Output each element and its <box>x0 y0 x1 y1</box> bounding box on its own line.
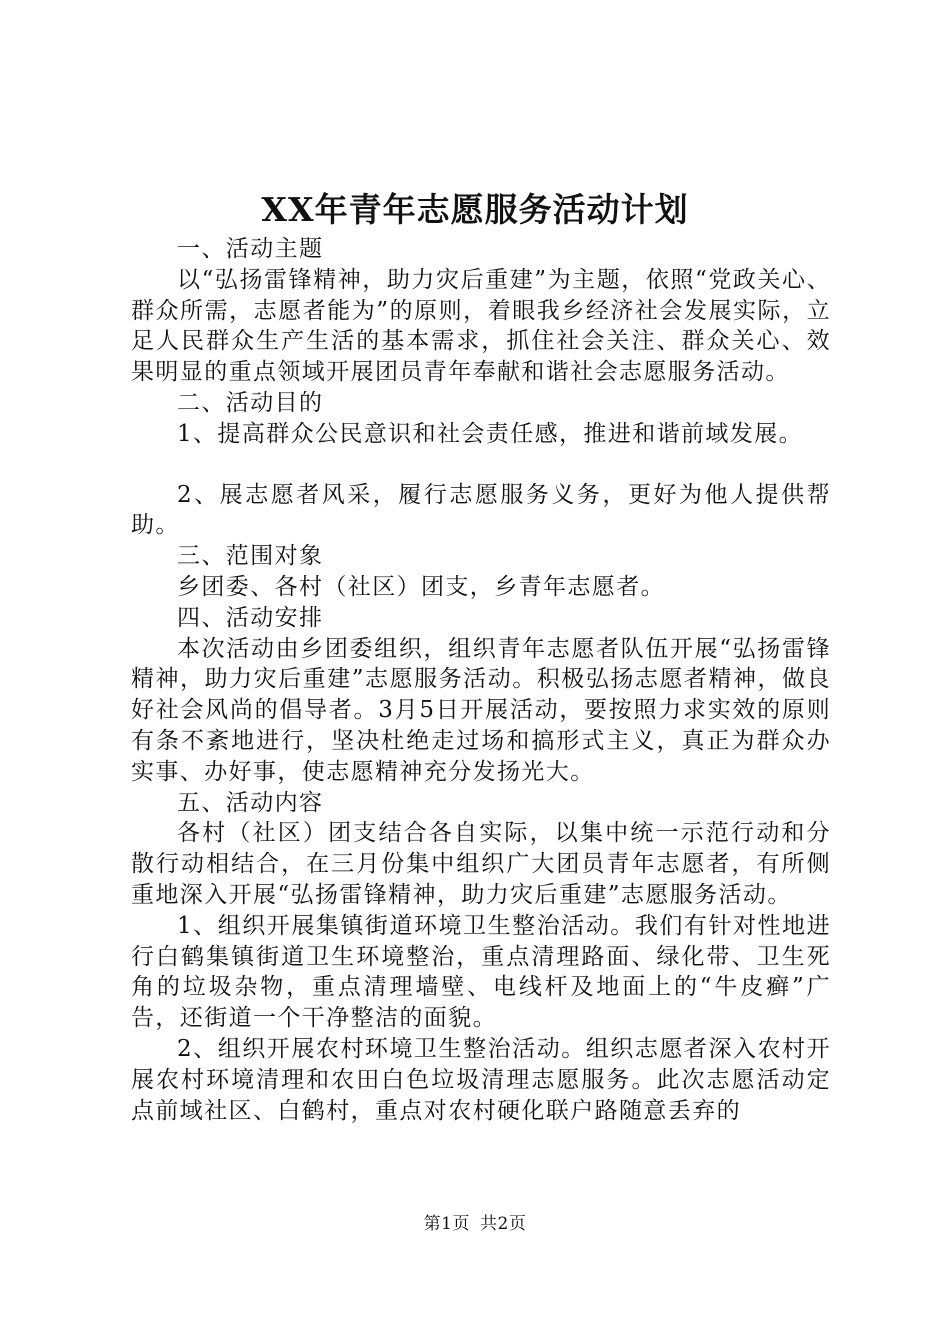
paragraph-arrangement: 本次活动由乡团委组织，组织青年志愿者队伍开展“弘扬雷锋精神，助力灾后重建”志愿服务活动。积极弘扬志愿者精神，做良好社会风尚的倡导者。3月5日开展活动，要按照力求实效的原则有条不紊地进行，坚决杜绝走过场和搞形式主义，真正为群众办实事、办好事，使志愿精神充分发扬光大。 <box>131 635 831 785</box>
page-number-current: 第1页 <box>423 1214 470 1234</box>
paragraph-purpose-1: 1、提高群众公民意识和社会责任感，推进和谐前域发展。 <box>177 420 804 447</box>
document-body <box>131 234 831 1126</box>
section-heading-theme: 一、活动主题 <box>177 236 324 262</box>
section-heading-content: 五、活动内容 <box>177 789 324 816</box>
paragraph-content-2: 2、组织开展农村环境卫生整治活动。组织志愿者深入农村开展农村环境清理和农田白色垃圾清理志愿服务。此次志愿活动定点前域社区、白鹤村，重点对农村硬化联户路随意丢弃的 <box>131 1035 831 1124</box>
paragraph-content-intro: 各村（社区）团支结合各自实际，以集中统一示范行动和分散行动相结合，在三月份集中组织广大团员青年志愿者，有所侧重地深入开展“弘扬雷锋精神，助力灾后重建”志愿服务活动。 <box>131 820 831 908</box>
paragraph-theme: 以“弘扬雷锋精神，助力灾后重建”为主题，依照“党政关心、群众所需，志愿者能为”的原则，着眼我乡经济社会发展实际，立足人民群众生产生活的基本需求，抓住社会关注、群众关心、效果明显的重点领域开展团员青年奉献和谐社会志愿服务活动。 <box>131 266 831 386</box>
page-footer <box>0 1212 950 1236</box>
paragraph-content-1: 1、组织开展集镇街道环境卫生整治活动。我们有针对性地进行白鹤集镇街道卫生环境整治，重点清理路面、绿化带、卫生死角的垃圾杂物，重点清理墙壁、电线杆及地面上的“牛皮癣”广告，还街道一个干净整洁的面貌。 <box>131 912 831 1032</box>
paragraph-purpose-2: 2、展志愿者风采，履行志愿服务义务，更好为他人提供帮助。 <box>131 481 831 539</box>
section-heading-arrangement: 四、活动安排 <box>177 604 324 631</box>
section-heading-purpose: 二、活动目的 <box>177 389 324 416</box>
document-title: XX年青年志愿服务活动计划 <box>261 190 689 229</box>
page-number-total: 共2页 <box>480 1214 527 1234</box>
paragraph-scope: 乡团委、各村（社区）团支，乡青年志愿者。 <box>177 573 665 600</box>
section-heading-scope: 三、范围对象 <box>177 543 324 570</box>
